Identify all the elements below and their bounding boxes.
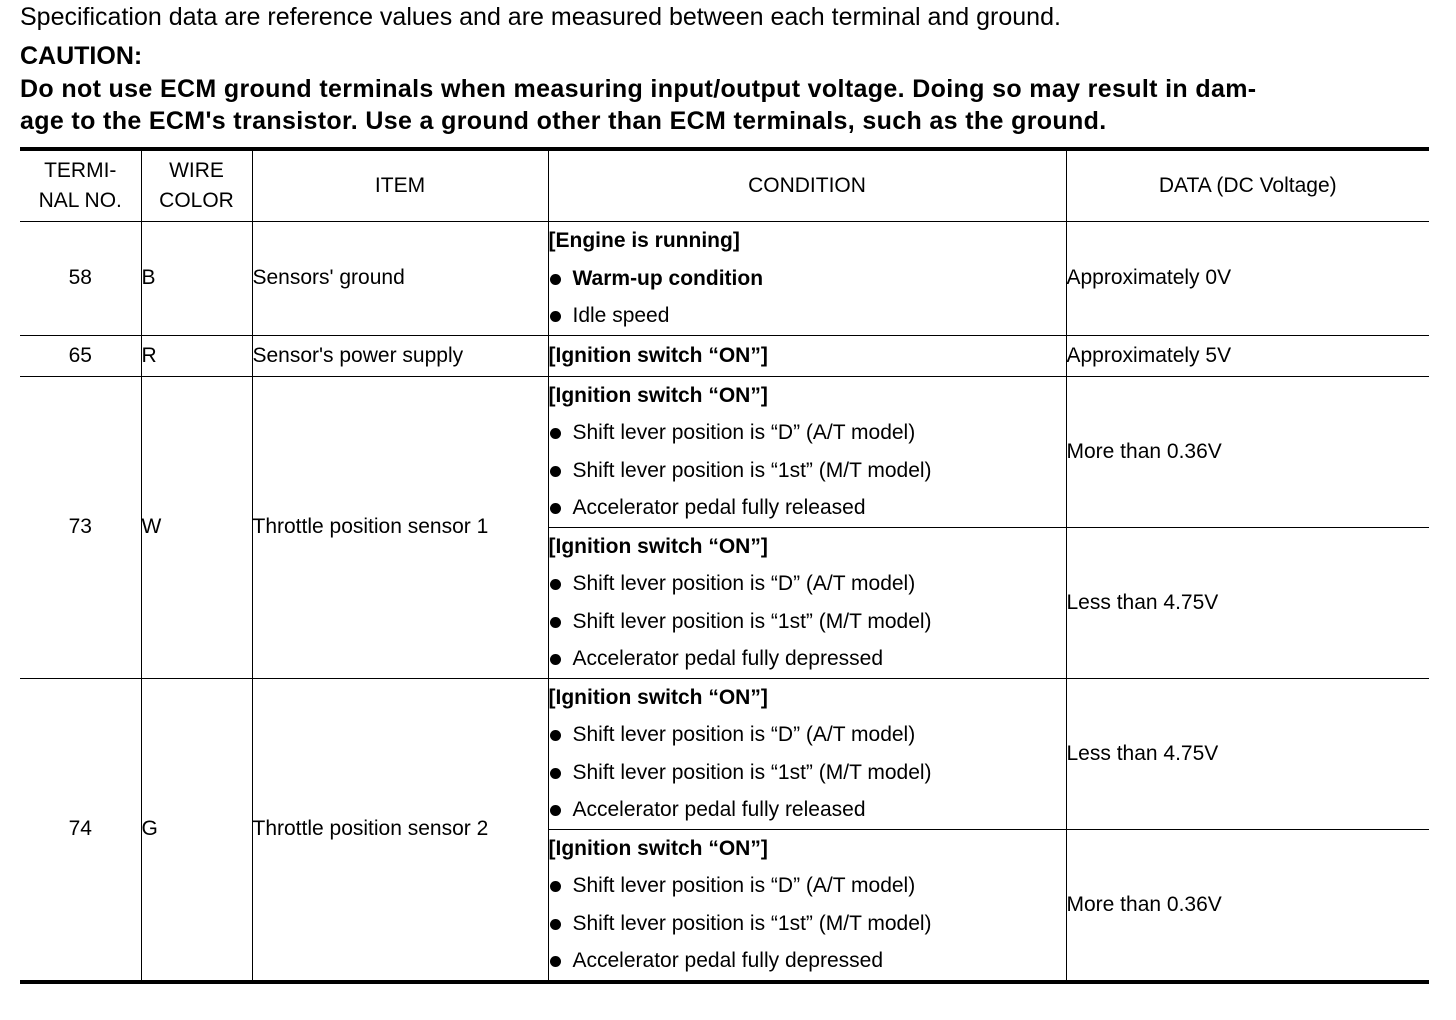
item-name: Throttle position sensor 2: [252, 678, 548, 982]
condition-item: [549, 867, 1066, 905]
condition-cell: [548, 527, 1066, 678]
condition-header: [Ignition switch “ON”]: [548, 383, 768, 407]
condition-header: [Ignition switch “ON”]: [548, 685, 768, 709]
condition-item-text: Accelerator pedal fully depressed: [572, 647, 884, 670]
caution-title: CAUTION:: [20, 42, 143, 70]
bullet-icon: [550, 579, 561, 590]
condition-cell: [548, 222, 1066, 336]
table-row: [20, 678, 1429, 829]
condition-cell: [548, 678, 1066, 829]
dc-voltage-value: Less than 4.75V: [1066, 527, 1429, 678]
bullet-icon: [550, 730, 561, 741]
condition-item-text: Accelerator pedal fully released: [572, 496, 866, 519]
dc-voltage-value: More than 0.36V: [1066, 829, 1429, 982]
terminal-number: 73: [20, 376, 141, 678]
bullet-icon: [550, 274, 561, 285]
condition-item: [549, 716, 1066, 754]
condition-item-text: Warm-up condition: [572, 266, 764, 290]
condition-item: [549, 754, 1066, 792]
bullet-icon: [550, 881, 561, 892]
condition-item: [549, 565, 1066, 603]
item-name: Sensors' ground: [252, 222, 548, 336]
condition-item-text: Shift lever position is “D” (A/T model): [572, 723, 916, 746]
condition-item: [549, 260, 1066, 298]
bullet-icon: [550, 956, 561, 967]
condition-header: [Ignition switch “ON”]: [548, 343, 768, 367]
bullet-icon: [550, 311, 561, 322]
header-terminal-no: TERMI- NAL NO.: [20, 149, 141, 222]
condition-cell: [548, 335, 1066, 376]
item-name: Throttle position sensor 1: [252, 376, 548, 678]
condition-item-text: Shift lever position is “D” (A/T model): [572, 874, 916, 897]
condition-item: [549, 297, 1066, 335]
bullet-icon: [550, 919, 561, 930]
condition-header: [Ignition switch “ON”]: [548, 534, 768, 558]
table-row: [20, 222, 1429, 336]
wire-color: B: [141, 222, 252, 336]
terminal-number: 65: [20, 335, 141, 376]
condition-item: [549, 414, 1066, 452]
header-data: DATA (DC Voltage): [1066, 149, 1429, 222]
terminal-number: 74: [20, 678, 141, 982]
condition-item: [549, 905, 1066, 943]
table-body: [20, 222, 1429, 982]
dc-voltage-value: Approximately 0V: [1066, 222, 1429, 336]
table-row: [20, 335, 1429, 376]
condition-item: [549, 942, 1066, 980]
dc-voltage-value: Approximately 5V: [1066, 335, 1429, 376]
condition-cell: [548, 829, 1066, 982]
bullet-icon: [550, 466, 561, 477]
bullet-icon: [550, 768, 561, 779]
bullet-icon: [550, 805, 561, 816]
wire-color: W: [141, 376, 252, 678]
table-row: [20, 376, 1429, 527]
bullet-icon: [550, 503, 561, 514]
wire-color: R: [141, 335, 252, 376]
dc-voltage-value: More than 0.36V: [1066, 376, 1429, 527]
header-item: ITEM: [252, 149, 548, 222]
condition-item: [549, 603, 1066, 641]
header-wire-color: WIRE COLOR: [141, 149, 252, 222]
condition-item-text: Shift lever position is “D” (A/T model): [572, 421, 916, 444]
terminal-spec-table: [20, 147, 1429, 984]
condition-item-text: Shift lever position is “1st” (M/T model): [572, 911, 932, 935]
caution-body: [20, 73, 1432, 137]
intro-text: Specification data are reference values and are measured between each terminal and ground.: [20, 3, 1061, 31]
condition-item-text: Accelerator pedal fully depressed: [572, 949, 884, 972]
caution-body-line-1: Do not use ECM ground terminals when measuring input/output voltage. Doing so may result in dam-: [20, 75, 1257, 103]
condition-header: [Engine is running]: [548, 229, 740, 252]
item-name: Sensor's power supply: [252, 335, 548, 376]
dc-voltage-value: Less than 4.75V: [1066, 678, 1429, 829]
condition-header: [Ignition switch “ON”]: [548, 836, 768, 860]
condition-item-text: Accelerator pedal fully released: [572, 798, 866, 821]
bullet-icon: [550, 428, 561, 439]
condition-item: [549, 489, 1066, 527]
condition-item-text: Shift lever position is “1st” (M/T model): [572, 609, 932, 633]
condition-cell: [548, 376, 1066, 527]
condition-item-text: Shift lever position is “1st” (M/T model): [572, 760, 932, 784]
condition-item: [549, 791, 1066, 829]
terminal-number: 58: [20, 222, 141, 336]
caution-body-line-2: age to the ECM's transistor. Use a ground other than ECM terminals, such as the ground.: [20, 107, 1107, 135]
condition-item: [549, 640, 1066, 678]
table-header-row: [20, 149, 1429, 222]
condition-item-text: Shift lever position is “1st” (M/T model): [572, 458, 932, 482]
condition-item: [549, 452, 1066, 490]
wire-color: G: [141, 678, 252, 982]
bullet-icon: [550, 654, 561, 665]
bullet-icon: [550, 617, 561, 628]
condition-item-text: Shift lever position is “D” (A/T model): [572, 572, 916, 595]
header-condition: CONDITION: [548, 149, 1066, 222]
condition-item-text: Idle speed: [572, 304, 670, 327]
